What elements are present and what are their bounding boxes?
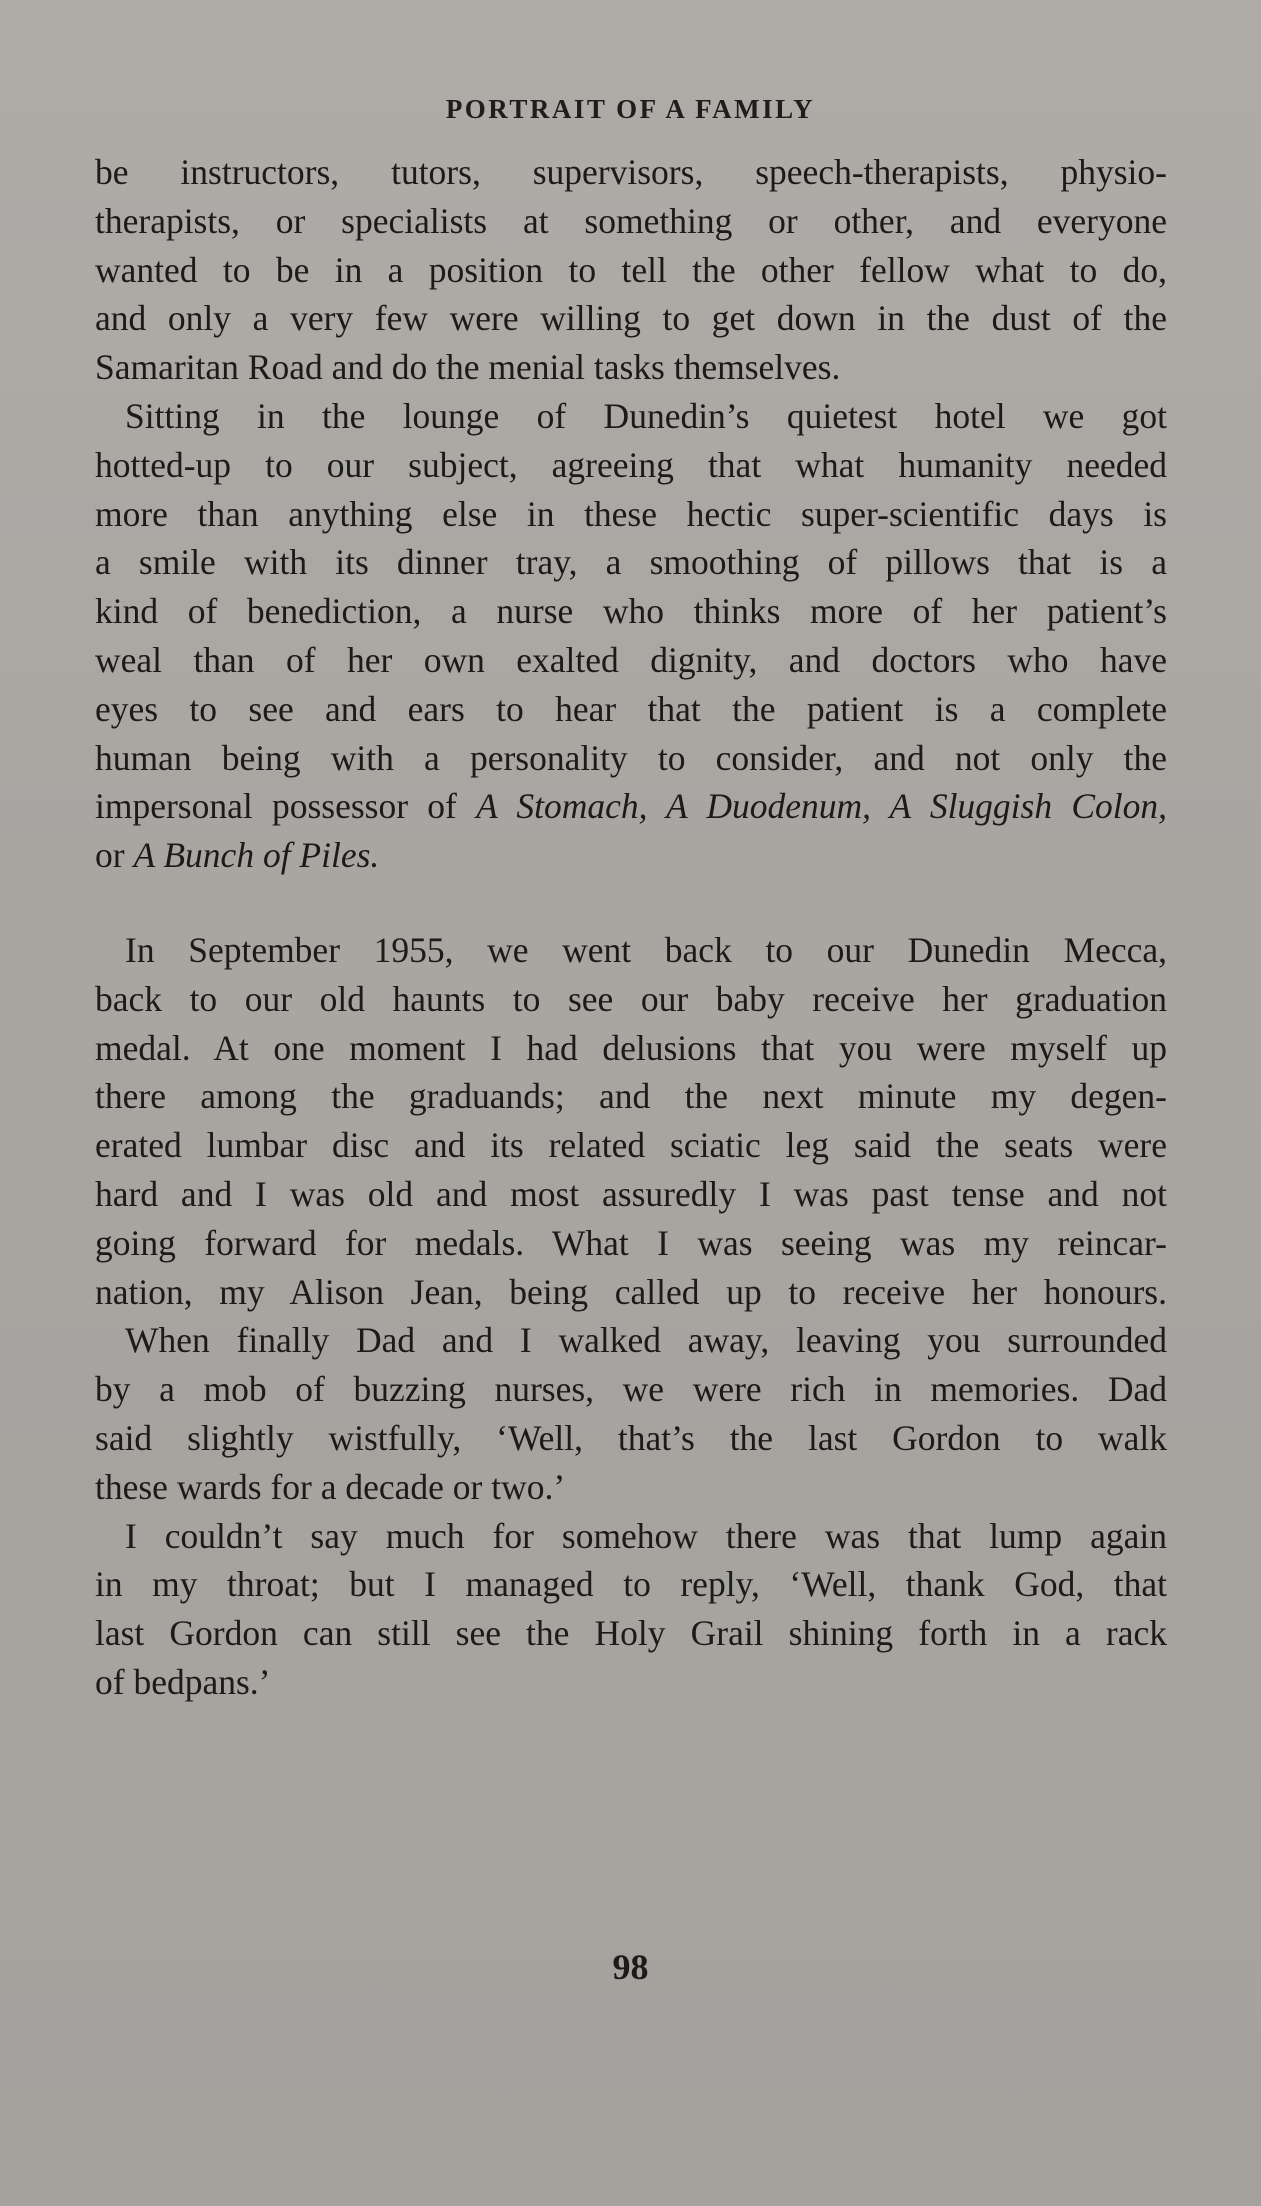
text-line: in my throat; but I managed to reply, ‘Well, thank God, that [95, 1564, 1167, 1605]
text-line: and only a very few were willing to get down in the dust of the [95, 298, 1167, 339]
text-line: or A Bunch of Piles. [95, 835, 380, 876]
text-line: human being with a personality to consider, and not only the [95, 737, 1167, 778]
text-line: therapists, or specialists at something or other, and everyone [95, 200, 1167, 241]
text-line: back to our old haunts to see our baby receive her graduation [95, 978, 1167, 1019]
text-line: of bedpans.’ [95, 1661, 271, 1702]
text-line: wanted to be in a position to tell the other fellow what to do, [95, 249, 1167, 290]
text-line: be instructors, tutors, supervisors, speech-therapists, physio- [95, 152, 1167, 192]
paragraph-break [95, 880, 1167, 926]
text-line: kind of benediction, a nurse who thinks more of her patient’s [95, 591, 1167, 632]
text-line: by a mob of buzzing nurses, we were rich in memories. Dad [95, 1369, 1167, 1410]
running-head: PORTRAIT OF A FAMILY [445, 94, 816, 124]
text-line: last Gordon can still see the Holy Grail shining forth in a rack [95, 1613, 1167, 1654]
page-number: 98 [612, 1947, 649, 1987]
text-line: nation, my Alison Jean, being called up to receive her honours. [95, 1271, 1167, 1312]
text-line: more than anything else in these hectic super-scientific days is [95, 493, 1167, 534]
text-line: erated lumbar disc and its related sciatic leg said the seats were [95, 1125, 1167, 1166]
text-line: Sitting in the lounge of Dunedin’s quietest hotel we got [125, 395, 1167, 436]
text-line: impersonal possessor of A Stomach, A Duodenum, A Sluggish Colon, [95, 786, 1168, 827]
text-line: hard and I was old and most assuredly I was past tense and not [95, 1173, 1167, 1214]
text-line: Samaritan Road and do the menial tasks themselves. [95, 347, 841, 388]
text-line: eyes to see and ears to hear that the patient is a complete [95, 688, 1167, 729]
text-line: I couldn’t say much for somehow there was that lump again [125, 1515, 1167, 1556]
text-line: said slightly wistfully, ‘Well, that’s the last Gordon to walk [95, 1417, 1167, 1458]
text-line: When finally Dad and I walked away, leaving you surrounded [125, 1320, 1167, 1361]
text-line: In September 1955, we went back to our Dunedin Mecca, [125, 929, 1167, 970]
text-line: medal. At one moment I had delusions that you were myself up [95, 1027, 1167, 1068]
body-text [95, 148, 1167, 1707]
text-line: these wards for a decade or two.’ [95, 1466, 566, 1507]
text-line: going forward for medals. What I was seeing was my reincar- [95, 1222, 1167, 1263]
text-line: hotted-up to our subject, agreeing that what humanity needed [95, 444, 1167, 485]
text-line: weal than of her own exalted dignity, and doctors who have [95, 639, 1167, 680]
text-line: there among the graduands; and the next minute my degen- [95, 1076, 1167, 1117]
text-line: a smile with its dinner tray, a smoothing of pillows that is a [95, 542, 1167, 583]
